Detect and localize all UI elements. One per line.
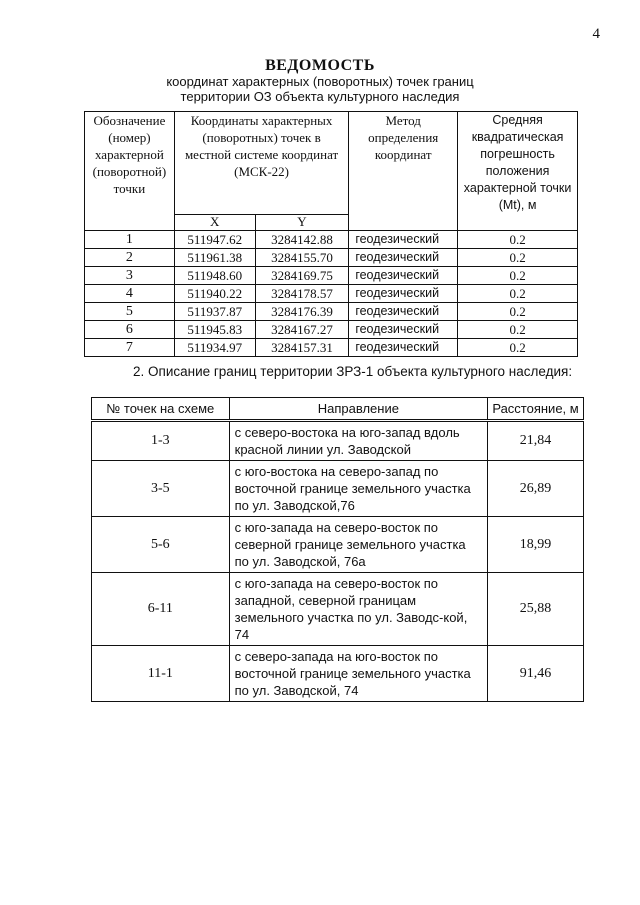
error-value: 0.2	[458, 267, 578, 285]
distance-value: 21,84	[488, 421, 584, 461]
points-range: 3-5	[92, 461, 230, 517]
distance-value: 18,99	[488, 517, 584, 573]
direction-text: с юго-востока на северо-запад по восточной границе земельного участка по ул. Заводской,76	[229, 461, 487, 517]
col-distance-header: Расстояние, м	[488, 398, 584, 421]
error-value: 0.2	[458, 249, 578, 267]
point-number: 1	[85, 231, 175, 249]
document-title: ВЕДОМОСТЬ	[265, 57, 375, 74]
table-row	[92, 517, 584, 573]
col-direction-header: Направление	[229, 398, 487, 421]
method-value: геодезический	[349, 267, 458, 285]
distance-value: 26,89	[488, 461, 584, 517]
points-range: 6-11	[92, 573, 230, 646]
col-designation-header: Обозначение (номер) характерной (поворотной) точки	[85, 112, 175, 231]
table-row	[92, 461, 584, 517]
y-value: 3284169.75	[255, 267, 349, 285]
page-number: 4	[592, 26, 600, 42]
table-row	[85, 321, 578, 339]
y-value: 3284157.31	[255, 339, 349, 357]
col-x-header: X	[174, 215, 255, 231]
point-number: 4	[85, 285, 175, 303]
error-value: 0.2	[458, 303, 578, 321]
points-range: 1-3	[92, 421, 230, 461]
col-coordinates-header: Координаты характерных (поворотных) точек в местной системе координат (МСК-22)	[174, 112, 348, 215]
table-row	[85, 303, 578, 321]
method-value: геодезический	[349, 231, 458, 249]
x-value: 511940.22	[174, 285, 255, 303]
table-row	[85, 267, 578, 285]
method-value: геодезический	[349, 321, 458, 339]
error-value: 0.2	[458, 231, 578, 249]
y-value: 3284176.39	[255, 303, 349, 321]
col-error-header: Средняя квадратическая погрешность положения характерной точки (Mt), м	[458, 112, 578, 231]
table-row	[85, 339, 578, 357]
boundaries-header-row	[92, 398, 584, 421]
method-value: геодезический	[349, 303, 458, 321]
document-subtitle-line2: территории ОЗ объекта культурного наследия	[180, 89, 460, 104]
section-2-title: 2. Описание границ территории ЗРЗ-1 объекта культурного наследия:	[133, 364, 573, 379]
table-row	[92, 646, 584, 702]
document-header	[0, 58, 640, 104]
y-value: 3284178.57	[255, 285, 349, 303]
distance-value: 91,46	[488, 646, 584, 702]
x-value: 511945.83	[174, 321, 255, 339]
y-value: 3284167.27	[255, 321, 349, 339]
method-value: геодезический	[349, 285, 458, 303]
point-number: 3	[85, 267, 175, 285]
points-range: 11-1	[92, 646, 230, 702]
col-method-header: Метод определения координат	[349, 112, 458, 231]
direction-text: с северо-запада на юго-восток по восточной границе земельного участка по ул. Заводской, 74	[229, 646, 487, 702]
document-subtitle-line1: координат характерных (поворотных) точек границ	[166, 74, 474, 89]
table-row	[85, 249, 578, 267]
method-value: геодезический	[349, 339, 458, 357]
x-value: 511948.60	[174, 267, 255, 285]
boundaries-table	[91, 397, 584, 702]
error-value: 0.2	[458, 285, 578, 303]
points-range: 5-6	[92, 517, 230, 573]
point-number: 6	[85, 321, 175, 339]
coordinates-table	[84, 111, 578, 357]
table-row	[85, 231, 578, 249]
x-value: 511961.38	[174, 249, 255, 267]
table-row	[92, 573, 584, 646]
direction-text: с северо-востока на юго-запад вдоль красной линии ул. Заводской	[229, 421, 487, 461]
x-value: 511947.62	[174, 231, 255, 249]
point-number: 2	[85, 249, 175, 267]
x-value: 511937.87	[174, 303, 255, 321]
col-y-header: Y	[255, 215, 349, 231]
point-number: 5	[85, 303, 175, 321]
method-value: геодезический	[349, 249, 458, 267]
error-value: 0.2	[458, 321, 578, 339]
coordinates-header-row	[85, 112, 578, 215]
direction-text: с юго-запада на северо-восток по западной, северной границам земельного участка по ул. Заводс-кой, 74	[229, 573, 487, 646]
distance-value: 25,88	[488, 573, 584, 646]
point-number: 7	[85, 339, 175, 357]
col-points-header: № точек на схеме	[92, 398, 230, 421]
x-value: 511934.97	[174, 339, 255, 357]
direction-text: с юго-запада на северо-восток по северной границе земельного участка по ул. Заводской, 76а	[229, 517, 487, 573]
y-value: 3284155.70	[255, 249, 349, 267]
table-row	[92, 421, 584, 461]
table-row	[85, 285, 578, 303]
error-value: 0.2	[458, 339, 578, 357]
y-value: 3284142.88	[255, 231, 349, 249]
